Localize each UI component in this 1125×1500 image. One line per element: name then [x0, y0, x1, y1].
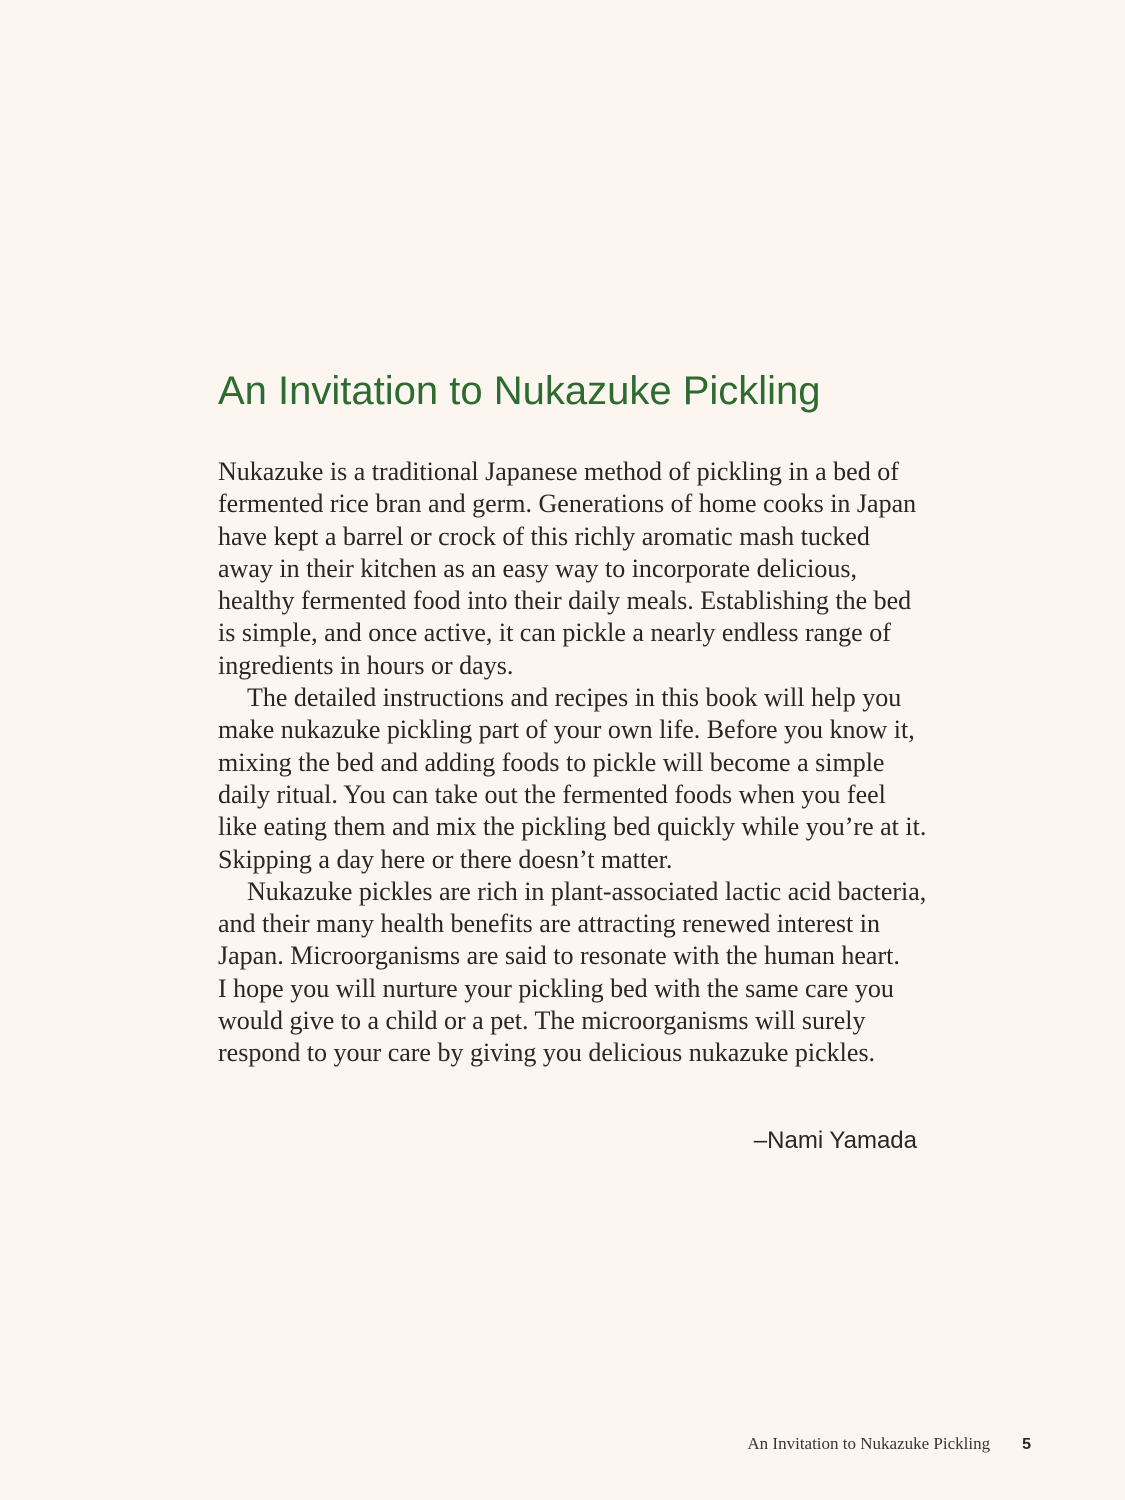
text-line: mixing the bed and adding foods to pickle will become a simple: [218, 747, 885, 777]
author-signature: –Nami Yamada: [753, 1127, 917, 1154]
text-line: The detailed instructions and recipes in this book will help you: [247, 683, 902, 713]
text-line: would give to a child or a pet. The microorganisms will surely: [218, 1006, 866, 1036]
text-line: respond to your care by giving you delicious nukazuke pickles.: [218, 1038, 876, 1068]
text-line: healthy fermented food into their daily meals. Establishing the bed: [218, 586, 912, 616]
text-line: I hope you will nurture your pickling bed with the same care you: [218, 973, 894, 1003]
text-line: Nukazuke pickles are rich in plant-associated lactic acid bacteria,: [247, 876, 927, 906]
paragraph-2: [218, 682, 938, 876]
text-line: away in their kitchen as an easy way to incorporate delicious,: [218, 553, 857, 583]
text-line: Japan. Microorganisms are said to resonate with the human heart.: [218, 941, 900, 971]
paragraph-3: [218, 876, 938, 1070]
text-line: Skipping a day here or there doesn’t matter.: [218, 844, 673, 874]
text-line: make nukazuke pickling part of your own life. Before you know it,: [218, 715, 915, 745]
text-line: have kept a barrel or crock of this richly aromatic mash tucked: [218, 521, 870, 551]
paragraph-1: [218, 456, 938, 682]
body-text: [218, 456, 938, 1070]
text-line: daily ritual. You can take out the fermented foods when you feel: [218, 779, 886, 809]
text-line: fermented rice bran and germ. Generations of home cooks in Japan: [218, 489, 917, 519]
running-head: An Invitation to Nukazuke Pickling: [747, 1434, 991, 1453]
text-line: and their many health benefits are attracting renewed interest in: [218, 909, 880, 939]
page-title: An Invitation to Nukazuke Pickling: [218, 369, 821, 413]
text-line: like eating them and mix the pickling bed quickly while you’re at it.: [218, 812, 927, 842]
page-number: 5: [1022, 1436, 1031, 1453]
text-line: Nukazuke is a traditional Japanese method of pickling in a bed of: [218, 457, 899, 486]
page-footer: [747, 1434, 1031, 1454]
text-line: is simple, and once active, it can pickle a nearly endless range of: [218, 618, 891, 648]
text-line: ingredients in hours or days.: [218, 650, 514, 680]
